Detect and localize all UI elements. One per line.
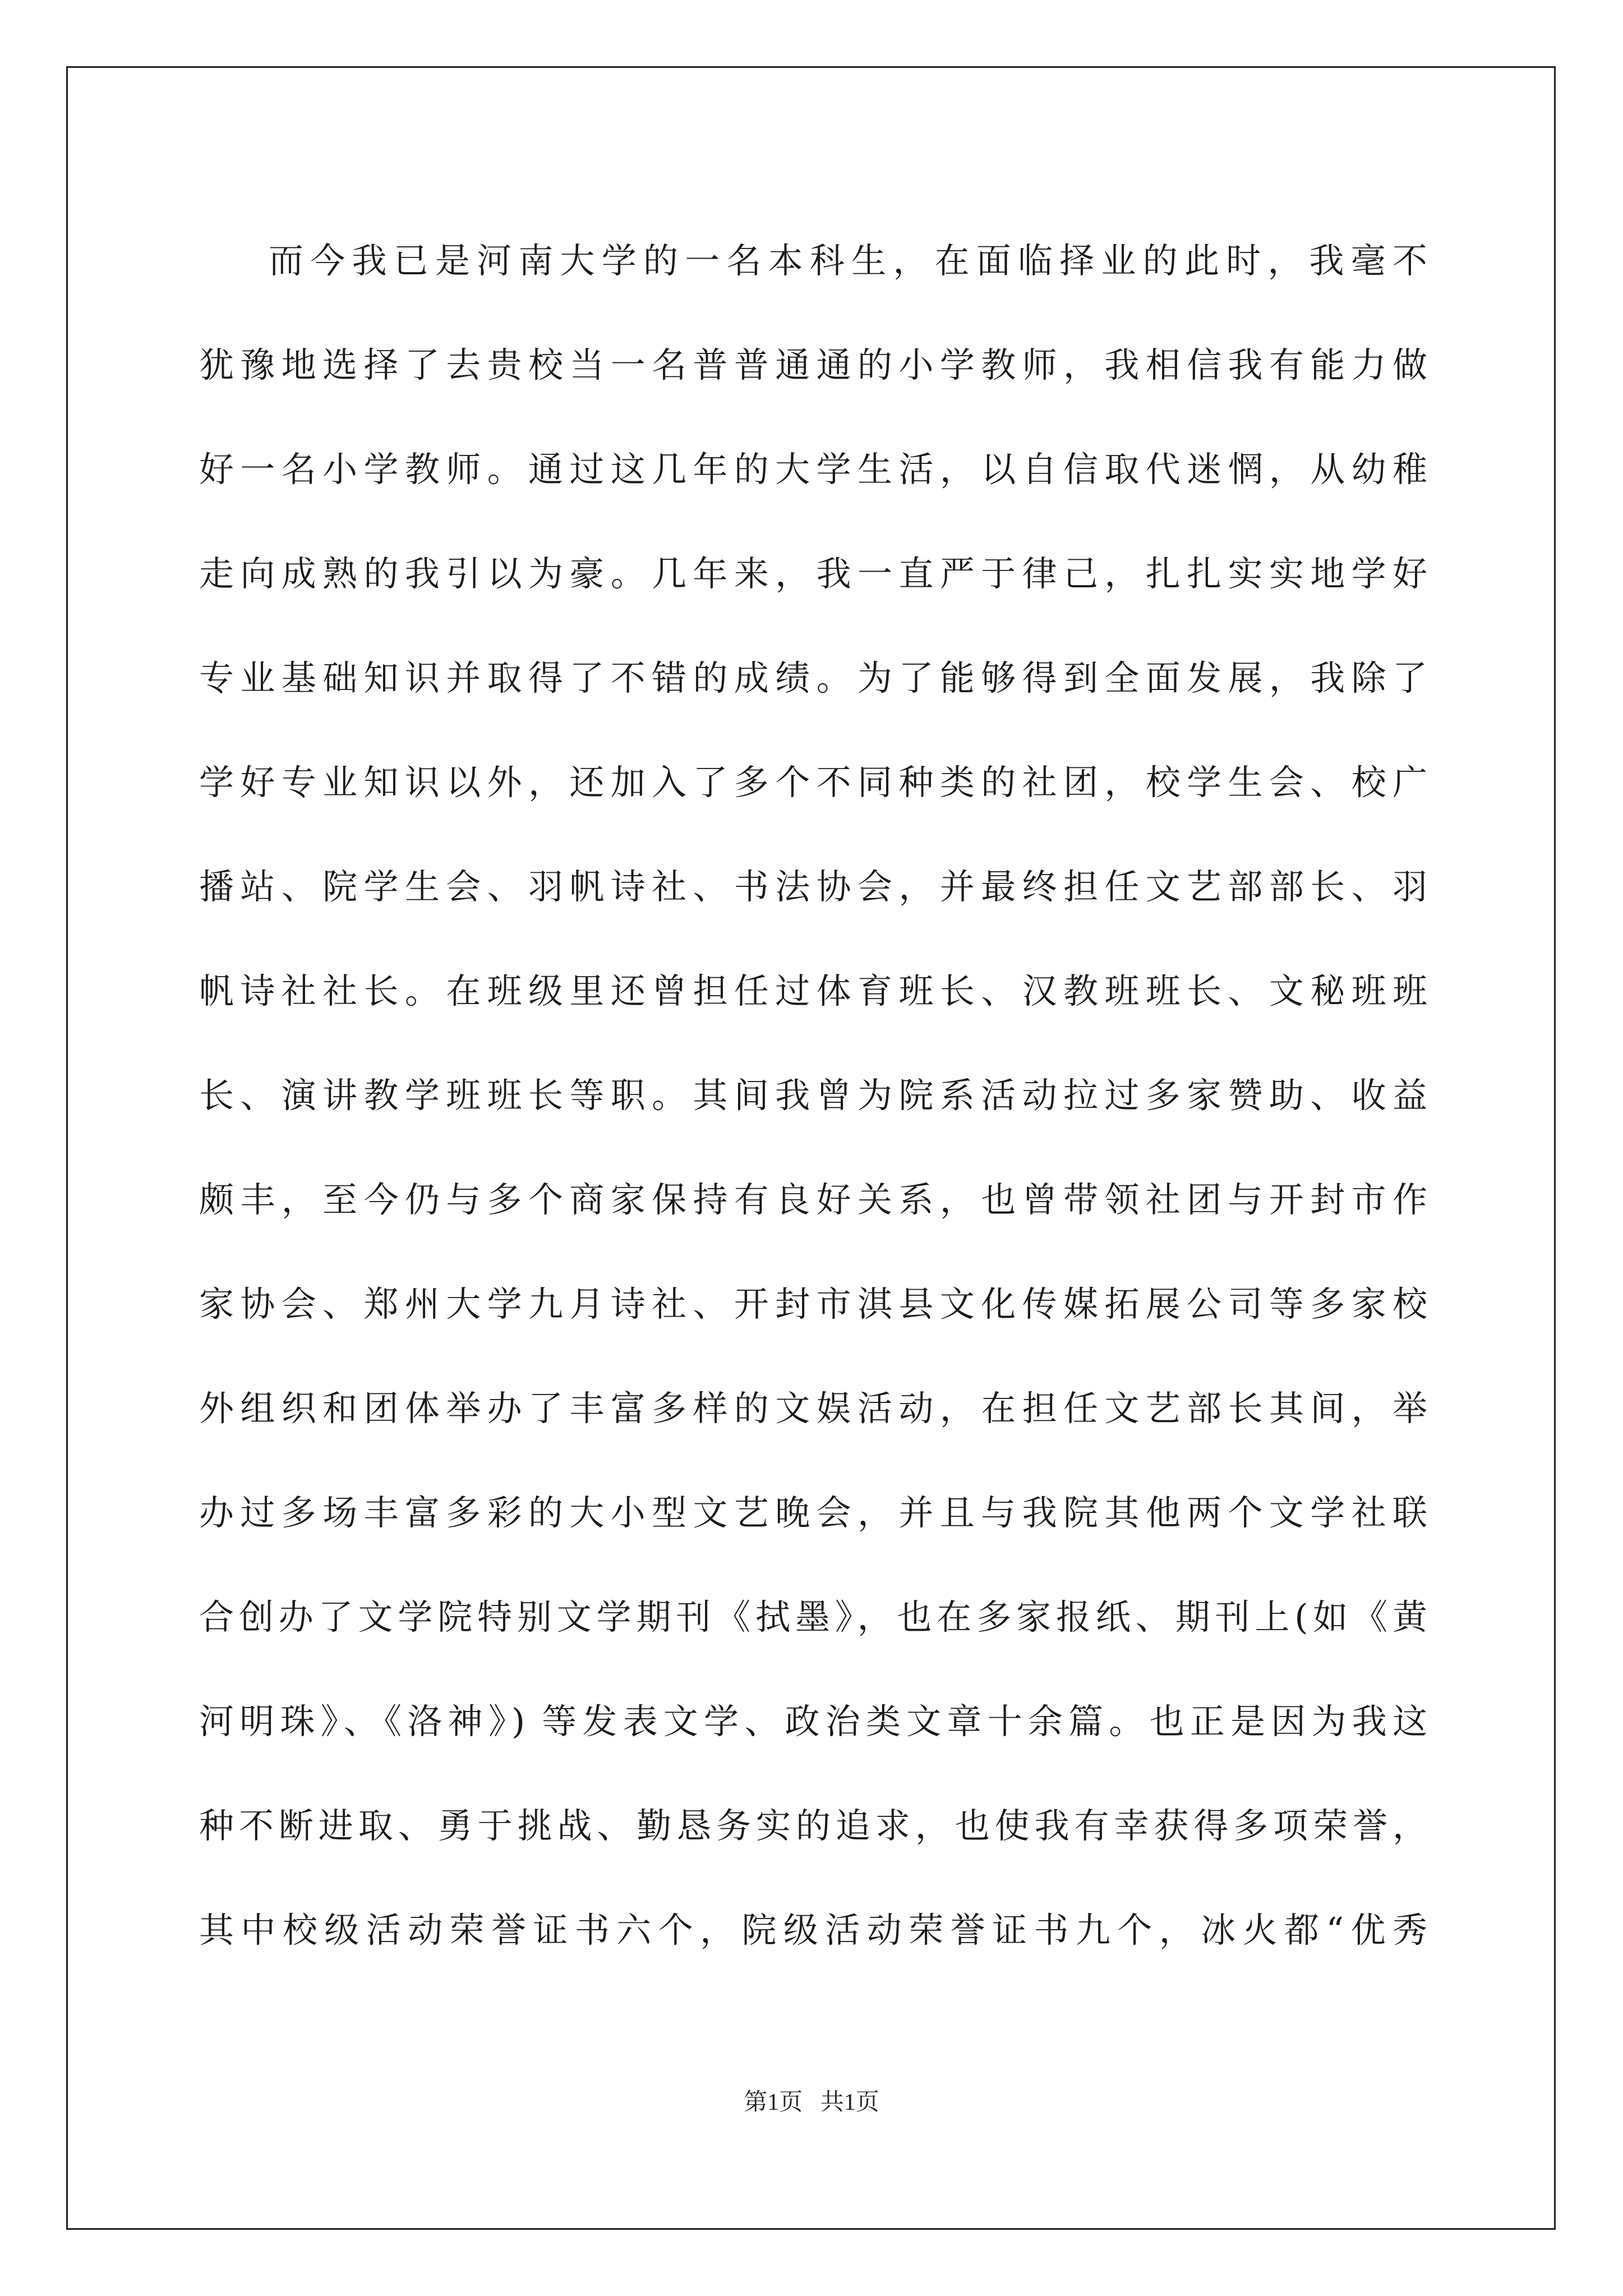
text-line: 帆诗社社长。在班级里还曾担任过体育班长、汉教班班长、文秘班班 — [199, 970, 1427, 1011]
text-line: 其中校级活动荣誉证书六个，院级活动荣誉证书九个，冰火都“优秀 — [199, 1910, 1427, 1950]
body-paragraph — [199, 209, 1427, 1982]
text-line: 走向成熟的我引以为豪。几年来，我一直严于律己，扎扎实实地学好 — [199, 553, 1427, 594]
text-line: 长、演讲教学班班长等职。其间我曾为院系活动拉过多家赞助、收益 — [199, 1075, 1427, 1116]
text-line: 河明珠》、《洛神》) 等发表文学、政治类文章十余篇。也正是因为我这 — [199, 1701, 1427, 1742]
text-line: 学好专业知识以外，还加入了多个不同种类的社团，校学生会、校广 — [199, 762, 1427, 803]
text-line: 种不断进取、勇于挑战、勤恳务实的追求，也使我有幸获得多项荣誉， — [199, 1805, 1427, 1846]
text-line: 播站、院学生会、羽帆诗社、书法协会，并最终担任文艺部部长、羽 — [199, 866, 1427, 907]
text-line: 犹豫地选择了去贵校当一名普普通通的小学教师，我相信我有能力做 — [199, 344, 1427, 385]
text-line: 颇丰，至今仍与多个商家保持有良好关系，也曾带领社团与开封市作 — [199, 1179, 1427, 1220]
text-line: 好一名小学教师。通过这几年的大学生活，以自信取代迷惘，从幼稚 — [199, 449, 1427, 490]
text-line: 办过多场丰富多彩的大小型文艺晚会，并且与我院其他两个文学社联 — [199, 1492, 1427, 1533]
page-number-footer: 第1页 共1页 — [744, 2090, 879, 2115]
text-line: 家协会、郑州大学九月诗社、开封市淇县文化传媒拓展公司等多家校 — [199, 1283, 1427, 1324]
text-line: 而今我已是河南大学的一名本科生，在面临择业的此时，我毫不 — [269, 240, 1427, 281]
text-line: 专业基础知识并取得了不错的成绩。为了能够得到全面发展，我除了 — [199, 657, 1427, 698]
text-line: 外组织和团体举办了丰富多样的文娱活动，在担任文艺部长其间，举 — [199, 1388, 1427, 1429]
text-line: 合创办了文学院特别文学期刊《拭墨》，也在多家报纸、期刊上(如《黄 — [199, 1596, 1427, 1637]
